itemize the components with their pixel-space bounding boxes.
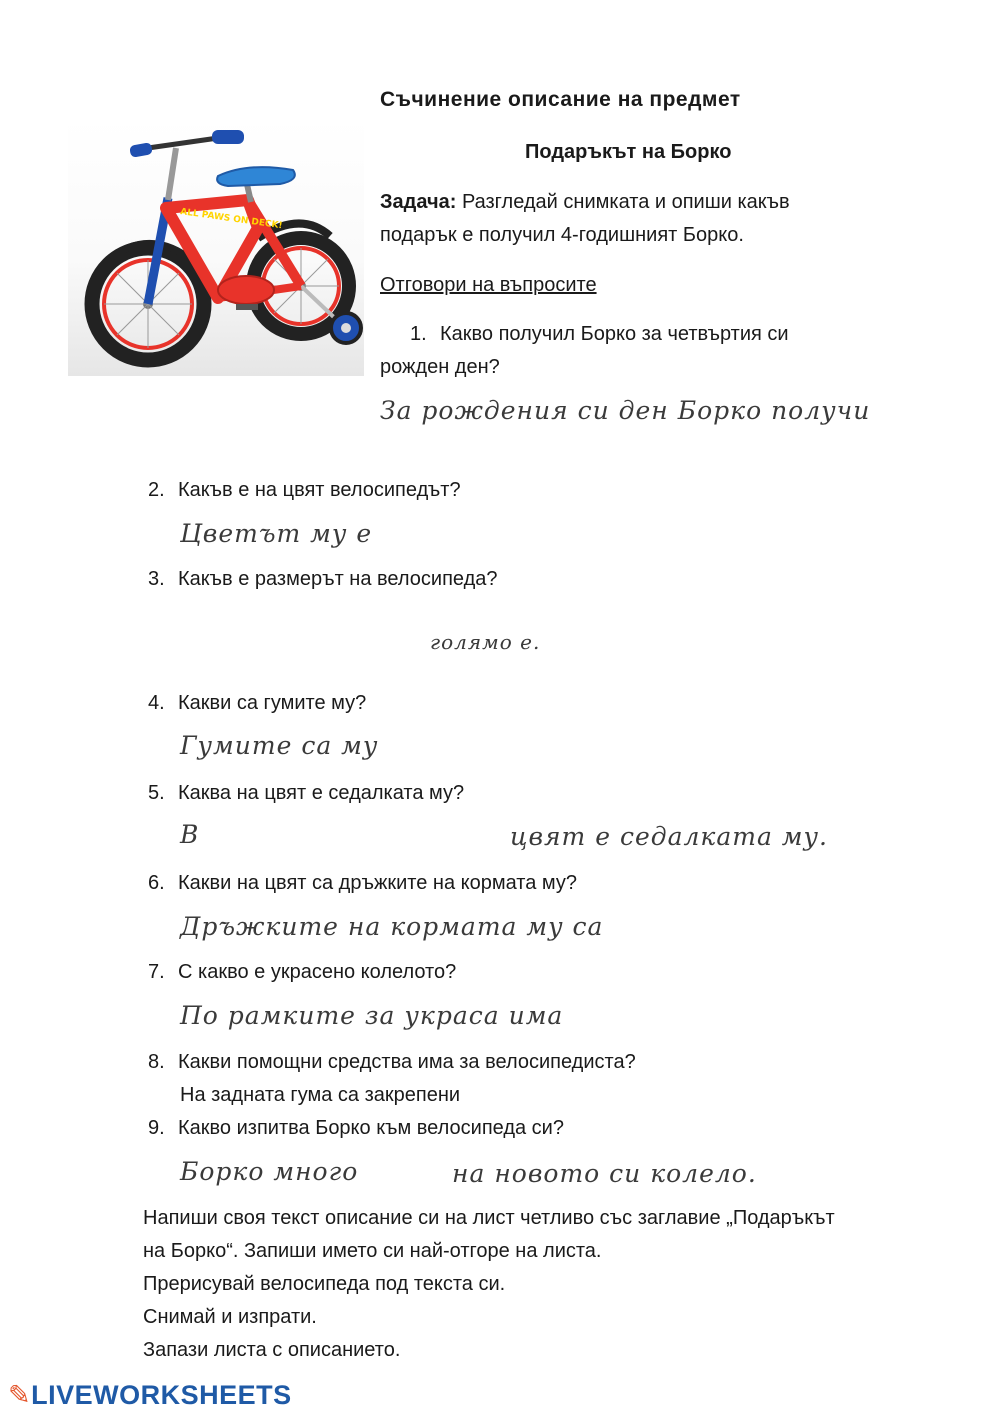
answer-9-suffix: на новото си колело.: [452, 1159, 757, 1188]
task-label: Задача:: [380, 191, 457, 213]
question-6: [148, 867, 577, 900]
seat: [217, 167, 295, 186]
pedal: [236, 304, 258, 310]
question-1-cont: рожден ден?: [380, 356, 500, 378]
handlebar-grip-left: [129, 142, 153, 158]
question-text: С какво е украсено колелото?: [178, 961, 457, 983]
question-1: [410, 318, 789, 351]
instruction-line: Снимай и изпрати.: [143, 1306, 317, 1328]
answer-3-suffix: голямо е.: [430, 630, 541, 654]
question-text: Какви са гумите му?: [178, 692, 367, 714]
bicycle-illustration: [68, 118, 364, 376]
page-title: Съчинение описание на предмет: [380, 88, 741, 111]
instruction-line: Напиши своя текст описание си на лист четливо със заглавие „Подаръкът: [143, 1207, 835, 1229]
question-3: [148, 563, 498, 596]
question-number: 7.: [148, 961, 165, 983]
handlebar-grip-right: [212, 130, 244, 144]
frame-decal: ALL PAWS ON DECK!: [179, 207, 284, 232]
answer-2-prefix: Цветът му е: [180, 519, 373, 548]
task-text-2: подарък е получил 4-годишният Борко.: [380, 224, 744, 246]
answer-5-suffix: цвят е седалката му.: [510, 822, 828, 851]
question-number: 2.: [148, 479, 165, 501]
liveworksheets-logo[interactable]: [8, 1380, 292, 1411]
answer-4-prefix: Гумите са му: [180, 731, 379, 760]
answer-5-prefix: В: [180, 820, 200, 849]
question-number: 1.: [410, 323, 427, 345]
question-number: 8.: [148, 1051, 165, 1073]
answer-8-prefix: На задната гума са закрепени: [180, 1084, 461, 1106]
question-number: 6.: [148, 872, 165, 894]
answer-7-prefix: По рамките за украса има: [180, 1001, 564, 1030]
question-number: 4.: [148, 692, 165, 714]
question-8: [148, 1046, 636, 1079]
question-7: [148, 956, 456, 989]
question-5: [148, 777, 464, 810]
answer-9-prefix: Борко много: [180, 1157, 359, 1186]
pencil-icon: ✎: [8, 1380, 32, 1410]
question-text: Какви помощни средства има за велосипедиста?: [178, 1051, 636, 1073]
question-text: Какво изпитва Борко към велосипеда си?: [178, 1117, 564, 1139]
question-number: 3.: [148, 568, 165, 590]
question-4: [148, 687, 366, 720]
answer-1-prefix: За рождения си ден Борко получи: [380, 396, 871, 425]
answer-6-prefix: Дръжките на кормата му са: [180, 912, 604, 941]
question-text: Какво получил Борко за четвъртия си: [440, 323, 789, 345]
answer-prompt: Отговори на въпросите: [380, 274, 597, 296]
question-text: Какви на цвят са дръжките на кормата му?: [178, 872, 577, 894]
chain-guard: [218, 276, 274, 304]
bicycle-photo: [68, 118, 364, 376]
question-2: [148, 474, 461, 507]
page-subtitle: Подаръкът на Борко: [525, 141, 732, 163]
instruction-line: Запази листа с описанието.: [143, 1339, 401, 1361]
task-line-1: [380, 186, 790, 219]
question-text: Каква на цвят е седалката му?: [178, 782, 465, 804]
question-text: Какъв е размерът на велосипеда?: [178, 568, 498, 590]
question-number: 9.: [148, 1117, 165, 1139]
logo-text: LIVEWORKSHEETS: [31, 1380, 292, 1410]
instruction-line: Прерисувай велосипеда под текста си.: [143, 1273, 506, 1295]
question-number: 5.: [148, 782, 165, 804]
question-text: Какъв е на цвят велосипедът?: [178, 479, 461, 501]
task-text-1: Разгледай снимката и опиши какъв: [461, 191, 790, 213]
instruction-line: на Борко“. Запиши името си най-отгоре на листа.: [143, 1240, 602, 1262]
question-9: [148, 1112, 564, 1145]
